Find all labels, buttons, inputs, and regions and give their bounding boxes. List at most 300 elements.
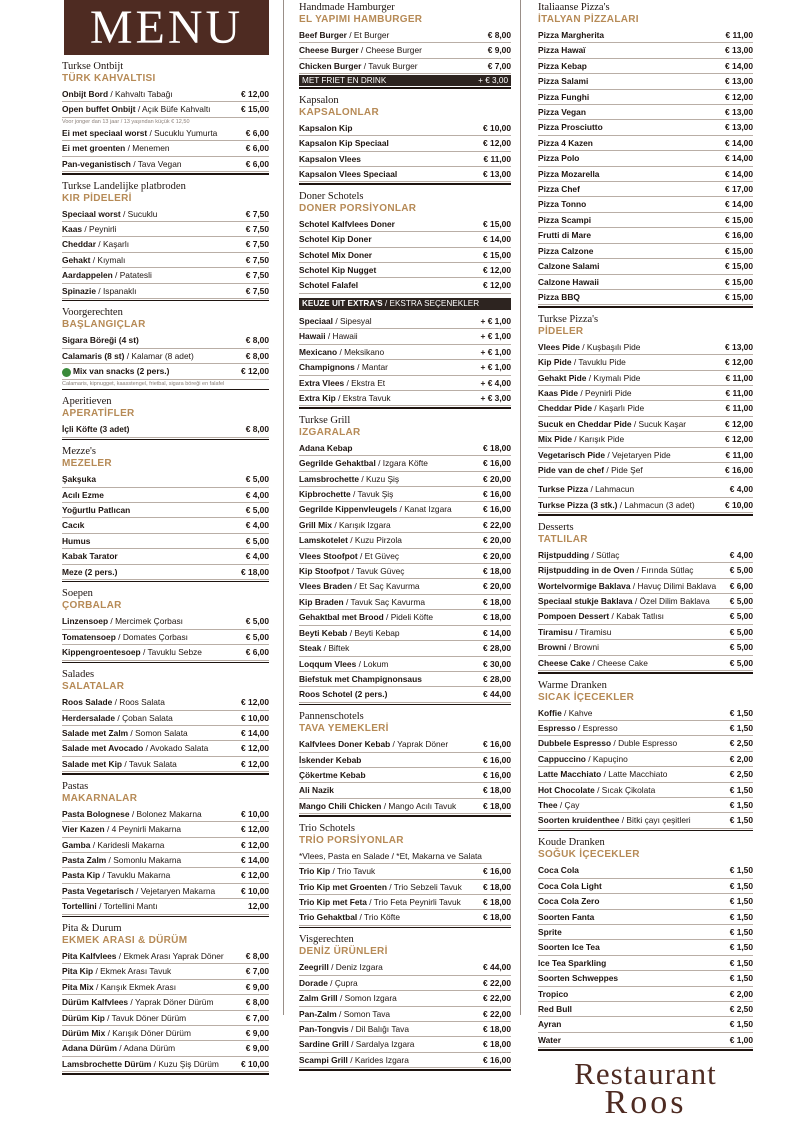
menu-item-price: € 1,50 xyxy=(729,942,753,953)
menu-item-translation: Sütlaç xyxy=(596,549,620,560)
menu-item-translation: Tavuk Saç Kavurma xyxy=(350,596,426,607)
section-rule xyxy=(299,704,511,706)
menu-item-translation: Trio Feta Peynirli Tavuk xyxy=(373,896,461,907)
menu-item-price: € 6,00 xyxy=(245,158,269,169)
menu-item-translation: Roos Salata xyxy=(119,697,165,708)
menu-item-price: € 7,50 xyxy=(245,254,269,265)
menu-item-price: € 14,00 xyxy=(725,168,753,179)
menu-item-name: Lamsbrochette xyxy=(299,473,360,484)
menu-item-name-wrap xyxy=(538,910,594,924)
menu-item-translation: Somon Tava xyxy=(343,1008,391,1019)
restaurant-logo xyxy=(538,1055,753,1121)
menu-item-translation: Et Güveç xyxy=(364,550,400,561)
menu-item-price: € 10,00 xyxy=(241,1058,269,1069)
menu-item xyxy=(62,102,269,117)
menu-item-name: Cacık xyxy=(62,520,85,531)
menu-item-price: € 13,00 xyxy=(725,107,753,118)
section-title-turkish: MEZELER xyxy=(62,458,112,470)
menu-item-name: Çökertme Kebab xyxy=(299,770,366,781)
menu-item-translation: Kıymalı Pide xyxy=(593,372,641,383)
menu-item-price: € 20,00 xyxy=(483,473,511,484)
menu-item xyxy=(299,626,511,641)
menu-item-name-wrap: Pita Kalfvlees / Ekmek Arası Yaprak Döner xyxy=(62,951,224,962)
menu-item-name-wrap: Hot Chocolate / Sıcak Çikolata xyxy=(538,784,656,795)
menu-item-name: Gegrilde Gehaktbal xyxy=(299,458,376,469)
menu-item-name-wrap: Turkse Pizza (3 stk.) / Lahmacun (3 adet) xyxy=(538,499,695,510)
menu-item-name-wrap xyxy=(538,74,588,88)
menu-item-name: Soorten Schweppes xyxy=(538,973,619,984)
menu-item xyxy=(538,1033,753,1048)
menu-item-name: Kapsalon Kip Speciaal xyxy=(299,138,389,149)
menu-item-name: Pan-Zalm xyxy=(299,1008,337,1019)
menu-item-translation: Kaşarlı xyxy=(102,239,130,250)
menu-item-translation: Ekmek Arası Yaprak Döner xyxy=(123,951,224,962)
menu-item-price: € 5,00 xyxy=(245,474,269,485)
menu-item-price: € 11,00 xyxy=(483,153,511,164)
menu-item xyxy=(62,630,269,645)
menu-item-name-wrap: Dürüm Kip / Tavuk Döner Dürüm xyxy=(62,1012,187,1023)
menu-item-name: Pan-veganistisch xyxy=(62,158,131,169)
menu-item-name: Cheddar Pide xyxy=(538,403,592,414)
menu-item xyxy=(538,355,753,370)
menu-item-price: € 15,00 xyxy=(483,249,511,260)
menu-item-price: + € 1,00 xyxy=(480,331,511,342)
menu-item-translation: Somonlu Makarna xyxy=(113,854,182,865)
menu-item-name-wrap: Pasta Zalm / Somonlu Makarna xyxy=(62,854,182,865)
menu-item-name: Calamaris (8 st) xyxy=(62,350,125,361)
menu-item-price: € 12,00 xyxy=(241,366,269,377)
menu-item-name: Schotel Mix Doner xyxy=(299,249,373,260)
menu-item-name: Frutti di Mare xyxy=(538,230,592,241)
menu-item-price: € 4,00 xyxy=(729,549,753,560)
menu-item-price: € 5,00 xyxy=(245,504,269,515)
section-rule xyxy=(538,830,753,832)
menu-item xyxy=(538,625,753,640)
menu-item-name-wrap xyxy=(299,167,397,181)
menu-item-name: Salade met Kip xyxy=(62,758,123,769)
menu-item-price: + € 3,00 xyxy=(480,392,511,403)
menu-item xyxy=(62,268,269,283)
menu-item xyxy=(538,783,753,798)
menu-item xyxy=(538,340,753,355)
menu-item xyxy=(62,884,269,899)
menu-item-translation: Havuç Dilimi Baklava xyxy=(637,580,717,591)
menu-item xyxy=(299,391,511,406)
menu-item-name-wrap: Gehaktbal met Brood / Pideli Köfte xyxy=(299,612,434,623)
menu-item-price: € 1,50 xyxy=(729,707,753,718)
menu-item-price: € 13,00 xyxy=(483,168,511,179)
menu-item-name: Rijstpudding xyxy=(538,549,590,560)
menu-item-name: Browni xyxy=(538,642,567,653)
menu-item xyxy=(538,105,753,120)
menu-item-translation: Karışık Izgara xyxy=(339,519,391,530)
menu-item-name-wrap: Tomatensoep / Domates Çorbası xyxy=(62,631,188,642)
menu-item-name: Vegetarisch Pide xyxy=(538,449,606,460)
menu-item-name-wrap xyxy=(538,940,600,954)
menu-item xyxy=(299,960,511,975)
logo-line-1: Restaurant xyxy=(574,1055,717,1091)
menu-item-name: Pita Kalfvlees xyxy=(62,951,117,962)
menu-item-name-wrap: Trio Gehaktbal / Trio Köfte xyxy=(299,912,401,923)
menu-item-translation: Mango Acılı Tavuk xyxy=(388,800,457,811)
menu-item-name: Pasta Kip xyxy=(62,870,101,881)
menu-item-name-wrap: Aardappelen / Patatesli xyxy=(62,270,152,281)
menu-item-name-wrap: Rijstpudding in de Oven / Fırında Sütlaç xyxy=(538,565,694,576)
menu-item-price: € 10,00 xyxy=(241,885,269,896)
menu-item-name-wrap xyxy=(538,228,591,242)
menu-section xyxy=(538,680,753,832)
menu-item-name: Kaas Pide xyxy=(538,388,579,399)
menu-item-name-wrap: Browni / Browni xyxy=(538,642,599,653)
section-title-dutch: Doner Schotels xyxy=(299,190,364,202)
menu-item-price: € 22,00 xyxy=(483,519,511,530)
menu-item xyxy=(299,217,511,232)
menu-item-name: Acılı Ezme xyxy=(62,489,104,500)
menu-item-price: € 18,00 xyxy=(483,785,511,796)
menu-item-name: Hawaii xyxy=(299,331,326,342)
menu-item xyxy=(62,422,269,437)
menu-item-translation: Browni xyxy=(573,642,599,653)
menu-item xyxy=(62,488,269,503)
menu-item-name: Coca Cola Light xyxy=(538,880,602,891)
menu-section xyxy=(62,669,269,775)
menu-item-name: Herdersalade xyxy=(62,712,116,723)
section-title-turkish: SICAK İÇECEKLER xyxy=(538,691,635,703)
menu-item xyxy=(62,237,269,252)
menu-item-name-wrap: Turkse Pizza / Lahmacun xyxy=(538,484,635,495)
menu-item-name-wrap xyxy=(538,1017,561,1031)
menu-item xyxy=(538,182,753,197)
menu-item-name-wrap: Pide van de chef / Pide Şef xyxy=(538,465,643,476)
menu-item-name: Kapsalon Kip xyxy=(299,122,353,133)
menu-item xyxy=(62,157,269,172)
section-title-turkish: TAVA YEMEKLERİ xyxy=(299,723,389,735)
menu-item-price: € 7,50 xyxy=(245,239,269,250)
menu-item-name: Ei met speciaal worst xyxy=(62,127,148,138)
menu-item-name: Kipbrochette xyxy=(299,489,351,500)
menu-item xyxy=(538,290,753,305)
menu-item xyxy=(62,503,269,518)
menu-item xyxy=(62,711,269,726)
menu-item xyxy=(538,752,753,767)
menu-item-name-wrap xyxy=(538,925,562,939)
menu-item-name-wrap: Mango Chili Chicken / Mango Acılı Tavuk xyxy=(299,800,457,811)
menu-item-translation: Tavuk Burger xyxy=(368,60,418,71)
section-title-dutch: Salades xyxy=(62,669,95,681)
menu-item xyxy=(62,868,269,883)
menu-item xyxy=(299,533,511,548)
menu-item-name-wrap xyxy=(538,275,599,289)
menu-section xyxy=(299,191,511,409)
menu-item-price: € 1,50 xyxy=(729,865,753,876)
menu-item-price: € 18,00 xyxy=(483,596,511,607)
menu-item-name: Pide van de chef xyxy=(538,465,605,476)
menu-item-price: € 22,00 xyxy=(483,993,511,1004)
menu-item-name: Calzone Salami xyxy=(538,261,600,272)
section-rule xyxy=(299,1069,511,1071)
menu-item-name-wrap: Pompoen Dessert / Kabak Tatlısı xyxy=(538,611,664,622)
menu-item-name-wrap: Kaas / Peynirli xyxy=(62,223,117,234)
menu-item-name-wrap: Gehakt Pide / Kıymalı Pide xyxy=(538,372,641,383)
section-title-dutch: Turkse Ontbijt xyxy=(62,61,124,72)
menu-item-name: Soorten Fanta xyxy=(538,911,595,922)
menu-item-name-wrap: Vegetarisch Pide / Vejetaryen Pide xyxy=(538,449,671,460)
menu-item-name: Pizza Tonno xyxy=(538,199,587,210)
menu-item-price: € 1,50 xyxy=(729,722,753,733)
menu-item xyxy=(299,564,511,579)
menu-item-price: € 8,00 xyxy=(245,335,269,346)
menu-item-name-wrap xyxy=(538,213,591,227)
menu-item-name-wrap xyxy=(538,244,593,258)
menu-item-price: € 5,00 xyxy=(245,535,269,546)
menu-item-price: € 2,00 xyxy=(729,753,753,764)
menu-item-name-wrap: Pita Kip / Ekmek Arası Tavuk xyxy=(62,966,172,977)
menu-item-price: € 15,00 xyxy=(241,104,269,115)
menu-item-name-wrap: Extra Vlees / Ekstra Et xyxy=(299,377,386,388)
extras-bar-price: + € 3,00 xyxy=(478,76,508,86)
menu-item xyxy=(299,880,511,895)
menu-item-price: € 12,00 xyxy=(725,418,753,429)
section-rule xyxy=(62,581,269,583)
menu-item-name-wrap: Pan-Tongvis / Dil Balığı Tava xyxy=(299,1023,410,1034)
menu-item-name: Pizza Kebap xyxy=(538,60,587,71)
menu-item-price: € 18,00 xyxy=(483,1023,511,1034)
menu-item xyxy=(538,813,753,828)
menu-item-name: Pasta Zalm xyxy=(62,854,107,865)
menu-item-name-wrap: Dürüm Kalfvlees / Yaprak Döner Dürüm xyxy=(62,997,214,1008)
menu-item-name: Calzone Hawaii xyxy=(538,276,599,287)
section-title-turkish: DENİZ ÜRÜNLERİ xyxy=(299,946,388,958)
menu-item-translation: Sucuklu Yumurta xyxy=(154,127,218,138)
menu-item-price: € 14,00 xyxy=(483,234,511,245)
menu-item-translation: Kapuçino xyxy=(592,753,628,764)
menu-item-name-wrap xyxy=(299,278,358,292)
menu-item-name-wrap xyxy=(62,333,139,347)
menu-item xyxy=(62,726,269,741)
menu-item-name-wrap: Pasta Bolognese / Bolonez Makarna xyxy=(62,808,202,819)
menu-item xyxy=(299,248,511,263)
menu-item-name-wrap xyxy=(538,956,606,970)
menu-item-translation: Trio Sebzeli Tavuk xyxy=(393,881,462,892)
menu-item-name: Trio Kip met Groenten xyxy=(299,881,387,892)
menu-item-name: Roos Salade xyxy=(62,697,113,708)
extras-header: KEUZE UIT EXTRA'S / EKSTRA SEÇENEKLER xyxy=(299,298,511,310)
extras-bar xyxy=(299,75,511,86)
menu-item-price: € 18,00 xyxy=(483,442,511,453)
menu-item-name-wrap xyxy=(299,263,376,277)
menu-item-price: € 8,00 xyxy=(245,951,269,962)
menu-item-translation: Tavuk Salata xyxy=(128,758,177,769)
extras-bar-label: MET FRIET EN DRINK xyxy=(302,76,387,86)
menu-item xyxy=(299,232,511,247)
menu-item-price: € 15,00 xyxy=(725,276,753,287)
section-rule xyxy=(299,407,511,409)
menu-item xyxy=(299,263,511,278)
section-rule xyxy=(299,183,511,185)
menu-item xyxy=(299,441,511,456)
menu-section xyxy=(299,2,511,89)
menu-item-name-wrap: Vier Kazen / 4 Peynirli Makarna xyxy=(62,824,182,835)
menu-item-price: € 22,00 xyxy=(483,1008,511,1019)
menu-item xyxy=(62,995,269,1010)
menu-item-price: € 14,00 xyxy=(725,199,753,210)
menu-item-name-wrap: Cappuccino / Kapuçino xyxy=(538,753,628,764)
menu-item xyxy=(538,463,753,478)
menu-item-name: Steak xyxy=(299,643,322,654)
section-rule xyxy=(299,927,511,929)
section-title-turkish: KIR PİDELERİ xyxy=(62,192,132,204)
section-title-turkish: MAKARNALAR xyxy=(62,792,138,804)
menu-item-name-wrap: Kip Braden / Tavuk Saç Kavurma xyxy=(299,596,426,607)
menu-item-name: Mango Chili Chicken xyxy=(299,800,382,811)
menu-item-name: Red Bull xyxy=(538,1003,572,1014)
menu-item-price: € 11,00 xyxy=(725,30,753,40)
menu-item-translation: Karışık Pide xyxy=(578,434,625,445)
menu-item-name: Gamba xyxy=(62,839,91,850)
menu-item-name: Cheese Burger xyxy=(299,45,359,56)
menu-item xyxy=(62,333,269,348)
menu-item-price: € 18,00 xyxy=(483,1039,511,1050)
menu-item-name-wrap xyxy=(538,879,602,893)
menu-item xyxy=(538,197,753,212)
section-title-dutch: Visgerechten xyxy=(299,934,354,946)
menu-item-price: € 13,00 xyxy=(725,122,753,133)
menu-item-translation: Peynirli Pide xyxy=(585,388,632,399)
section-title-dutch: Trio Schotels xyxy=(299,822,355,834)
menu-item-name: Speciaal xyxy=(299,315,333,326)
menu-item-name: Pizza Mozarella xyxy=(538,168,600,179)
menu-item-name: Zalm Grill xyxy=(299,993,338,1004)
menu-item xyxy=(299,1037,511,1052)
menu-item-price: € 8,00 xyxy=(245,997,269,1008)
menu-item-name-wrap: Beyti Kebab / Beyti Kebap xyxy=(299,627,400,638)
menu-section xyxy=(62,181,269,302)
menu-item xyxy=(538,417,753,432)
section-rule xyxy=(538,1049,753,1051)
menu-item-translation: Fırında Sütlaç xyxy=(641,565,694,576)
menu-column-2 xyxy=(299,0,511,1071)
menu-item-name: Soorten kruidenthee xyxy=(538,815,620,826)
menu-item-name-wrap: Gamba / Karidesli Makarna xyxy=(62,839,165,850)
menu-item-name: Kapsalon Vlees Speciaal xyxy=(299,168,398,179)
menu-item-name-wrap xyxy=(299,753,361,767)
menu-item-price: € 5,00 xyxy=(729,596,753,606)
menu-item-translation: Duble Espresso xyxy=(618,738,678,749)
menu-item-name-wrap xyxy=(62,518,84,532)
menu-item-price: € 6,00 xyxy=(245,143,269,154)
menu-item xyxy=(299,595,511,610)
menu-item-name-wrap: Hawaii / Hawaii xyxy=(299,331,358,342)
menu-section xyxy=(62,61,269,175)
menu-item-name: Tomatensoep xyxy=(62,631,116,642)
menu-item-name-wrap: Speciaal / Sipesyal xyxy=(299,315,372,326)
menu-item-name: Humus xyxy=(62,535,91,546)
menu-item xyxy=(299,976,511,991)
menu-item-price: + € 1,00 xyxy=(480,315,511,326)
menu-item xyxy=(62,645,269,660)
section-title-turkish: EKMEK ARASI & DÜRÜM xyxy=(62,935,188,947)
menu-item-name-wrap: Gegrilde Kippenvleugels / Kanat Izgara xyxy=(299,504,452,515)
menu-item-translation: Kahvaltı Tabağı xyxy=(115,89,173,99)
menu-item xyxy=(62,87,269,102)
menu-item-translation: Lahmacun (3 adet) xyxy=(624,499,695,510)
section-title-dutch: Pannenschotels xyxy=(299,711,364,723)
menu-item xyxy=(62,614,269,629)
menu-item-price: € 6,00 xyxy=(245,647,269,658)
menu-item-price: € 10,00 xyxy=(241,712,269,723)
menu-item-name: Extra Kip xyxy=(299,392,336,403)
menu-item-price: € 16,00 xyxy=(483,489,511,500)
menu-item-price: € 18,00 xyxy=(483,896,511,907)
menu-item-translation: Pide Şef xyxy=(611,465,643,476)
menu-item xyxy=(538,1017,753,1032)
menu-item-name-wrap: Champignons / Mantar xyxy=(299,362,388,373)
menu-item-name: Schotel Kalfvlees Doner xyxy=(299,218,395,229)
menu-item-name: Pita Kip xyxy=(62,966,94,977)
menu-item-name-wrap: Kip Pide / Tavuklu Pide xyxy=(538,357,626,368)
menu-item-price: € 1,50 xyxy=(729,896,753,907)
menu-item-name: Pizza Vegan xyxy=(538,107,586,118)
menu-item-price: € 14,00 xyxy=(725,137,753,148)
menu-item-translation: Karidesli Makarna xyxy=(97,839,165,850)
section-title-turkish: APERATİFLER xyxy=(62,408,135,420)
menu-item xyxy=(299,641,511,656)
menu-item-price: € 12,00 xyxy=(483,280,511,291)
menu-item-translation: Kanat Izgara xyxy=(404,504,452,515)
section-rule xyxy=(62,773,269,775)
menu-item-name: Latte Macchiato xyxy=(538,769,602,780)
menu-item xyxy=(538,767,753,782)
menu-section xyxy=(299,415,511,705)
menu-item-price: € 1,50 xyxy=(729,880,753,891)
menu-item-name-wrap xyxy=(538,863,579,877)
menu-item-name: Schotel Falafel xyxy=(299,280,359,291)
menu-item-name: Dürüm Mix xyxy=(62,1028,106,1039)
menu-item-name: Chicken Burger xyxy=(299,60,362,71)
menu-item-translation: Somon Salata xyxy=(135,727,188,738)
menu-item-name-wrap: Cheese Burger / Cheese Burger xyxy=(299,45,422,56)
menu-item xyxy=(299,456,511,471)
menu-item xyxy=(299,1022,511,1037)
section-title-dutch: Pita & Durum xyxy=(62,923,122,935)
menu-item-price: € 15,00 xyxy=(725,291,753,302)
section-rule xyxy=(299,815,511,817)
section-title-dutch: Mezze's xyxy=(62,446,96,458)
menu-item-price: + € 1,00 xyxy=(480,362,511,373)
menu-item-price: € 7,00 xyxy=(245,966,269,977)
menu-item-name: Onbijt Bord xyxy=(62,89,109,99)
menu-item-name: Mix van snacks (2 pers.) xyxy=(73,366,170,377)
menu-item-translation: Karışık Döner Dürüm xyxy=(112,1028,191,1039)
menu-item-translation: Çupra xyxy=(334,977,358,988)
section-title-dutch: Turkse Grill xyxy=(299,414,351,426)
menu-item-price: + € 4,00 xyxy=(480,377,511,388)
section-title-dutch: Turkse Pizza's xyxy=(538,313,599,325)
menu-item-name-wrap: Ei met groenten / Menemen xyxy=(62,143,170,154)
menu-item-price: € 5,00 xyxy=(729,611,753,622)
menu-item-price: € 18,00 xyxy=(483,881,511,892)
menu-item-name: Ei met groenten xyxy=(62,143,126,154)
menu-item-translation: Peynirli xyxy=(89,223,117,234)
menu-item-name-wrap: Linzensoep / Mercimek Çorbası xyxy=(62,616,184,627)
menu-item-name: Pan-Tongvis xyxy=(299,1023,349,1034)
menu-item-name-wrap xyxy=(299,768,366,782)
section-title-turkish: EL YAPIMI HAMBURGER xyxy=(299,14,423,25)
menu-item-name-wrap xyxy=(299,217,395,231)
menu-item-name: Dürüm Kalfvlees xyxy=(62,997,129,1008)
menu-item xyxy=(538,371,753,386)
section-title-dutch: Aperitieven xyxy=(62,396,112,408)
